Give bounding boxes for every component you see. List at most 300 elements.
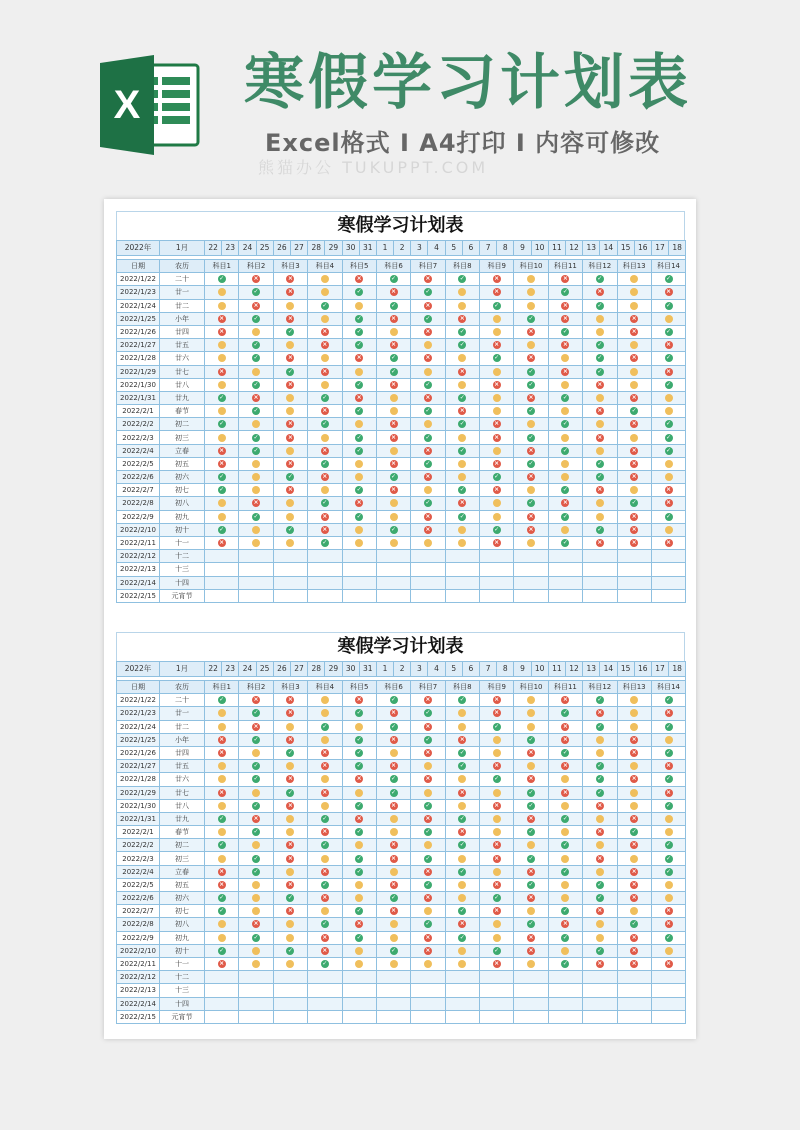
status-cell[interactable] [273, 418, 307, 431]
status-cell[interactable] [617, 484, 651, 497]
status-cell[interactable] [514, 418, 548, 431]
status-cell[interactable] [205, 812, 239, 825]
status-cell[interactable] [617, 812, 651, 825]
subject-column-header[interactable]: 科目10 [514, 681, 548, 694]
day-cell[interactable]: 31 [359, 241, 376, 256]
status-cell[interactable] [548, 852, 582, 865]
status-cell[interactable] [205, 484, 239, 497]
status-cell[interactable] [583, 971, 617, 984]
status-cell[interactable] [308, 299, 342, 312]
status-cell[interactable] [376, 484, 410, 497]
status-cell[interactable] [205, 352, 239, 365]
status-cell[interactable] [342, 905, 376, 918]
status-cell[interactable] [514, 773, 548, 786]
date-cell[interactable]: 2022/2/12 [117, 550, 160, 563]
day-cell[interactable]: 16 [634, 241, 651, 256]
status-cell[interactable] [583, 325, 617, 338]
day-cell[interactable]: 18 [669, 241, 686, 256]
lunar-cell[interactable]: 初三 [160, 431, 205, 444]
status-cell[interactable] [583, 444, 617, 457]
status-cell[interactable] [514, 471, 548, 484]
status-cell[interactable] [548, 865, 582, 878]
status-cell[interactable] [273, 273, 307, 286]
day-cell[interactable]: 29 [325, 662, 342, 677]
status-cell[interactable] [273, 707, 307, 720]
status-cell[interactable] [273, 339, 307, 352]
subject-column-header[interactable]: 科目13 [617, 260, 651, 273]
status-cell[interactable] [617, 878, 651, 891]
status-cell[interactable] [514, 312, 548, 325]
status-cell[interactable] [548, 931, 582, 944]
status-cell[interactable] [273, 510, 307, 523]
subject-column-header[interactable]: 科目2 [239, 681, 273, 694]
status-cell[interactable] [342, 786, 376, 799]
day-cell[interactable]: 4 [428, 662, 445, 677]
date-cell[interactable]: 2022/1/31 [117, 812, 160, 825]
status-cell[interactable] [445, 852, 479, 865]
status-cell[interactable] [376, 312, 410, 325]
status-cell[interactable] [273, 536, 307, 549]
status-cell[interactable] [376, 431, 410, 444]
status-cell[interactable] [514, 918, 548, 931]
status-cell[interactable] [514, 733, 548, 746]
status-cell[interactable] [651, 812, 685, 825]
status-cell[interactable] [342, 563, 376, 576]
status-cell[interactable] [308, 325, 342, 338]
status-cell[interactable] [514, 944, 548, 957]
status-cell[interactable] [239, 878, 273, 891]
status-cell[interactable] [205, 905, 239, 918]
status-cell[interactable] [239, 273, 273, 286]
status-cell[interactable] [376, 997, 410, 1010]
status-cell[interactable] [445, 720, 479, 733]
month-cell[interactable]: 1月 [160, 241, 205, 256]
status-cell[interactable] [514, 299, 548, 312]
status-cell[interactable] [514, 971, 548, 984]
status-cell[interactable] [376, 878, 410, 891]
lunar-cell[interactable]: 小年 [160, 733, 205, 746]
status-cell[interactable] [411, 720, 445, 733]
status-cell[interactable] [239, 457, 273, 470]
status-cell[interactable] [514, 365, 548, 378]
lunar-cell[interactable]: 廿四 [160, 746, 205, 759]
status-cell[interactable] [376, 799, 410, 812]
status-cell[interactable] [308, 733, 342, 746]
status-cell[interactable] [376, 812, 410, 825]
status-cell[interactable] [548, 523, 582, 536]
status-cell[interactable] [480, 984, 514, 997]
date-cell[interactable]: 2022/1/22 [117, 694, 160, 707]
status-cell[interactable] [583, 471, 617, 484]
lunar-cell[interactable]: 元宵节 [160, 589, 205, 602]
status-cell[interactable] [342, 707, 376, 720]
status-cell[interactable] [617, 786, 651, 799]
status-cell[interactable] [376, 852, 410, 865]
date-cell[interactable]: 2022/1/25 [117, 312, 160, 325]
status-cell[interactable] [651, 799, 685, 812]
status-cell[interactable] [273, 576, 307, 589]
lunar-cell[interactable]: 廿二 [160, 720, 205, 733]
status-cell[interactable] [205, 536, 239, 549]
status-cell[interactable] [411, 497, 445, 510]
status-cell[interactable] [308, 391, 342, 404]
subject-column-header[interactable]: 科目7 [411, 681, 445, 694]
status-cell[interactable] [273, 852, 307, 865]
status-cell[interactable] [617, 312, 651, 325]
status-cell[interactable] [480, 471, 514, 484]
status-cell[interactable] [617, 405, 651, 418]
date-cell[interactable]: 2022/1/27 [117, 760, 160, 773]
status-cell[interactable] [548, 812, 582, 825]
status-cell[interactable] [376, 931, 410, 944]
status-cell[interactable] [411, 339, 445, 352]
status-cell[interactable] [376, 865, 410, 878]
day-cell[interactable]: 12 [565, 662, 582, 677]
lunar-cell[interactable]: 十三 [160, 563, 205, 576]
lunar-cell[interactable]: 初九 [160, 510, 205, 523]
status-cell[interactable] [239, 418, 273, 431]
status-cell[interactable] [376, 839, 410, 852]
status-cell[interactable] [480, 799, 514, 812]
status-cell[interactable] [514, 760, 548, 773]
status-cell[interactable] [583, 892, 617, 905]
status-cell[interactable] [205, 746, 239, 759]
status-cell[interactable] [205, 497, 239, 510]
status-cell[interactable] [376, 786, 410, 799]
status-cell[interactable] [239, 299, 273, 312]
status-cell[interactable] [342, 418, 376, 431]
status-cell[interactable] [411, 694, 445, 707]
status-cell[interactable] [617, 852, 651, 865]
month-cell[interactable]: 1月 [160, 662, 205, 677]
status-cell[interactable] [308, 589, 342, 602]
status-cell[interactable] [651, 720, 685, 733]
status-cell[interactable] [583, 365, 617, 378]
status-cell[interactable] [205, 1010, 239, 1023]
status-cell[interactable] [617, 733, 651, 746]
status-cell[interactable] [411, 418, 445, 431]
status-cell[interactable] [617, 773, 651, 786]
status-cell[interactable] [514, 378, 548, 391]
status-cell[interactable] [651, 286, 685, 299]
status-cell[interactable] [514, 339, 548, 352]
status-cell[interactable] [583, 378, 617, 391]
status-cell[interactable] [273, 957, 307, 970]
status-cell[interactable] [308, 826, 342, 839]
status-cell[interactable] [411, 746, 445, 759]
status-cell[interactable] [239, 733, 273, 746]
lunar-cell[interactable]: 廿九 [160, 391, 205, 404]
date-cell[interactable]: 2022/1/23 [117, 286, 160, 299]
status-cell[interactable] [548, 444, 582, 457]
status-cell[interactable] [342, 1010, 376, 1023]
lunar-cell[interactable]: 廿八 [160, 799, 205, 812]
status-cell[interactable] [273, 484, 307, 497]
day-cell[interactable]: 29 [325, 241, 342, 256]
status-cell[interactable] [273, 365, 307, 378]
status-cell[interactable] [411, 365, 445, 378]
subject-column-header[interactable]: 科目9 [480, 681, 514, 694]
status-cell[interactable] [548, 339, 582, 352]
status-cell[interactable] [411, 484, 445, 497]
date-cell[interactable]: 2022/2/4 [117, 444, 160, 457]
status-cell[interactable] [651, 497, 685, 510]
status-cell[interactable] [480, 286, 514, 299]
status-cell[interactable] [411, 799, 445, 812]
day-cell[interactable]: 8 [497, 241, 514, 256]
status-cell[interactable] [617, 457, 651, 470]
status-cell[interactable] [376, 971, 410, 984]
status-cell[interactable] [376, 325, 410, 338]
status-cell[interactable] [411, 865, 445, 878]
status-cell[interactable] [342, 852, 376, 865]
status-cell[interactable] [651, 471, 685, 484]
status-cell[interactable] [514, 484, 548, 497]
status-cell[interactable] [651, 536, 685, 549]
date-cell[interactable]: 2022/2/10 [117, 944, 160, 957]
status-cell[interactable] [548, 733, 582, 746]
status-cell[interactable] [480, 510, 514, 523]
status-cell[interactable] [411, 378, 445, 391]
status-cell[interactable] [342, 760, 376, 773]
status-cell[interactable] [205, 997, 239, 1010]
lunar-cell[interactable]: 十四 [160, 997, 205, 1010]
status-cell[interactable] [514, 576, 548, 589]
status-cell[interactable] [411, 839, 445, 852]
status-cell[interactable] [445, 984, 479, 997]
status-cell[interactable] [583, 786, 617, 799]
date-cell[interactable]: 2022/2/2 [117, 418, 160, 431]
status-cell[interactable] [376, 286, 410, 299]
status-cell[interactable] [583, 720, 617, 733]
status-cell[interactable] [411, 760, 445, 773]
status-cell[interactable] [205, 418, 239, 431]
status-cell[interactable] [273, 971, 307, 984]
status-cell[interactable] [617, 839, 651, 852]
status-cell[interactable] [445, 484, 479, 497]
status-cell[interactable] [273, 550, 307, 563]
status-cell[interactable] [342, 720, 376, 733]
status-cell[interactable] [308, 760, 342, 773]
status-cell[interactable] [376, 510, 410, 523]
status-cell[interactable] [548, 957, 582, 970]
status-cell[interactable] [480, 405, 514, 418]
status-cell[interactable] [205, 799, 239, 812]
status-cell[interactable] [205, 707, 239, 720]
status-cell[interactable] [205, 312, 239, 325]
status-cell[interactable] [583, 550, 617, 563]
status-cell[interactable] [617, 523, 651, 536]
status-cell[interactable] [583, 286, 617, 299]
date-cell[interactable]: 2022/2/13 [117, 563, 160, 576]
status-cell[interactable] [548, 484, 582, 497]
status-cell[interactable] [651, 786, 685, 799]
day-cell[interactable]: 7 [480, 662, 497, 677]
status-cell[interactable] [205, 325, 239, 338]
status-cell[interactable] [205, 405, 239, 418]
status-cell[interactable] [583, 510, 617, 523]
status-cell[interactable] [308, 997, 342, 1010]
status-cell[interactable] [308, 865, 342, 878]
status-cell[interactable] [548, 760, 582, 773]
date-cell[interactable]: 2022/1/30 [117, 378, 160, 391]
status-cell[interactable] [411, 971, 445, 984]
status-cell[interactable] [583, 312, 617, 325]
status-cell[interactable] [411, 299, 445, 312]
status-cell[interactable] [342, 484, 376, 497]
status-cell[interactable] [273, 786, 307, 799]
subject-column-header[interactable]: 科目12 [583, 681, 617, 694]
day-cell[interactable]: 26 [273, 241, 290, 256]
status-cell[interactable] [342, 892, 376, 905]
status-cell[interactable] [651, 325, 685, 338]
status-cell[interactable] [548, 352, 582, 365]
status-cell[interactable] [480, 997, 514, 1010]
status-cell[interactable] [445, 694, 479, 707]
status-cell[interactable] [514, 444, 548, 457]
status-cell[interactable] [480, 918, 514, 931]
day-cell[interactable]: 30 [342, 241, 359, 256]
status-cell[interactable] [205, 391, 239, 404]
status-cell[interactable] [480, 352, 514, 365]
status-cell[interactable] [445, 918, 479, 931]
day-cell[interactable]: 17 [651, 241, 668, 256]
status-cell[interactable] [617, 760, 651, 773]
subject-column-header[interactable]: 科目14 [651, 681, 685, 694]
status-cell[interactable] [239, 905, 273, 918]
status-cell[interactable] [273, 563, 307, 576]
status-cell[interactable] [583, 707, 617, 720]
day-cell[interactable]: 15 [617, 662, 634, 677]
status-cell[interactable] [514, 839, 548, 852]
status-cell[interactable] [376, 918, 410, 931]
status-cell[interactable] [651, 391, 685, 404]
status-cell[interactable] [205, 339, 239, 352]
status-cell[interactable] [548, 550, 582, 563]
status-cell[interactable] [445, 892, 479, 905]
status-cell[interactable] [651, 707, 685, 720]
status-cell[interactable] [411, 431, 445, 444]
lunar-cell[interactable]: 初六 [160, 471, 205, 484]
day-cell[interactable]: 28 [308, 662, 325, 677]
status-cell[interactable] [651, 852, 685, 865]
status-cell[interactable] [514, 457, 548, 470]
status-cell[interactable] [273, 892, 307, 905]
status-cell[interactable] [239, 944, 273, 957]
status-cell[interactable] [342, 352, 376, 365]
status-cell[interactable] [514, 720, 548, 733]
status-cell[interactable] [308, 971, 342, 984]
status-cell[interactable] [205, 589, 239, 602]
status-cell[interactable] [376, 339, 410, 352]
date-cell[interactable]: 2022/1/22 [117, 273, 160, 286]
lunar-cell[interactable]: 廿六 [160, 773, 205, 786]
status-cell[interactable] [445, 352, 479, 365]
status-cell[interactable] [548, 746, 582, 759]
status-cell[interactable] [583, 918, 617, 931]
status-cell[interactable] [308, 484, 342, 497]
status-cell[interactable] [273, 378, 307, 391]
day-cell[interactable]: 9 [514, 662, 531, 677]
status-cell[interactable] [583, 997, 617, 1010]
status-cell[interactable] [376, 444, 410, 457]
status-cell[interactable] [617, 418, 651, 431]
status-cell[interactable] [376, 984, 410, 997]
status-cell[interactable] [617, 431, 651, 444]
subject-column-header[interactable]: 科目14 [651, 260, 685, 273]
lunar-cell[interactable]: 初五 [160, 878, 205, 891]
status-cell[interactable] [583, 865, 617, 878]
status-cell[interactable] [308, 431, 342, 444]
status-cell[interactable] [617, 576, 651, 589]
lunar-cell[interactable]: 十一 [160, 536, 205, 549]
day-cell[interactable]: 14 [600, 241, 617, 256]
status-cell[interactable] [445, 746, 479, 759]
status-cell[interactable] [376, 720, 410, 733]
status-cell[interactable] [480, 339, 514, 352]
status-cell[interactable] [445, 405, 479, 418]
status-cell[interactable] [445, 431, 479, 444]
status-cell[interactable] [308, 273, 342, 286]
status-cell[interactable] [617, 826, 651, 839]
date-cell[interactable]: 2022/2/3 [117, 431, 160, 444]
status-cell[interactable] [514, 905, 548, 918]
status-cell[interactable] [376, 418, 410, 431]
status-cell[interactable] [205, 957, 239, 970]
status-cell[interactable] [445, 786, 479, 799]
status-cell[interactable] [308, 931, 342, 944]
status-cell[interactable] [651, 944, 685, 957]
status-cell[interactable] [445, 273, 479, 286]
status-cell[interactable] [342, 746, 376, 759]
status-cell[interactable] [376, 273, 410, 286]
status-cell[interactable] [376, 892, 410, 905]
status-cell[interactable] [445, 576, 479, 589]
status-cell[interactable] [480, 760, 514, 773]
status-cell[interactable] [480, 484, 514, 497]
status-cell[interactable] [651, 273, 685, 286]
status-cell[interactable] [376, 944, 410, 957]
status-cell[interactable] [617, 707, 651, 720]
status-cell[interactable] [239, 536, 273, 549]
day-cell[interactable]: 4 [428, 241, 445, 256]
date-cell[interactable]: 2022/2/5 [117, 457, 160, 470]
status-cell[interactable] [239, 405, 273, 418]
status-cell[interactable] [445, 457, 479, 470]
status-cell[interactable] [205, 865, 239, 878]
status-cell[interactable] [308, 799, 342, 812]
status-cell[interactable] [411, 733, 445, 746]
status-cell[interactable] [480, 826, 514, 839]
day-cell[interactable]: 13 [583, 241, 600, 256]
status-cell[interactable] [548, 536, 582, 549]
status-cell[interactable] [617, 905, 651, 918]
status-cell[interactable] [514, 563, 548, 576]
status-cell[interactable] [273, 589, 307, 602]
status-cell[interactable] [617, 378, 651, 391]
status-cell[interactable] [376, 378, 410, 391]
status-cell[interactable] [445, 773, 479, 786]
date-cell[interactable]: 2022/2/3 [117, 852, 160, 865]
day-cell[interactable]: 8 [497, 662, 514, 677]
day-cell[interactable]: 13 [583, 662, 600, 677]
status-cell[interactable] [583, 418, 617, 431]
status-cell[interactable] [548, 391, 582, 404]
status-cell[interactable] [514, 892, 548, 905]
status-cell[interactable] [583, 339, 617, 352]
day-cell[interactable]: 23 [222, 662, 239, 677]
status-cell[interactable] [342, 944, 376, 957]
